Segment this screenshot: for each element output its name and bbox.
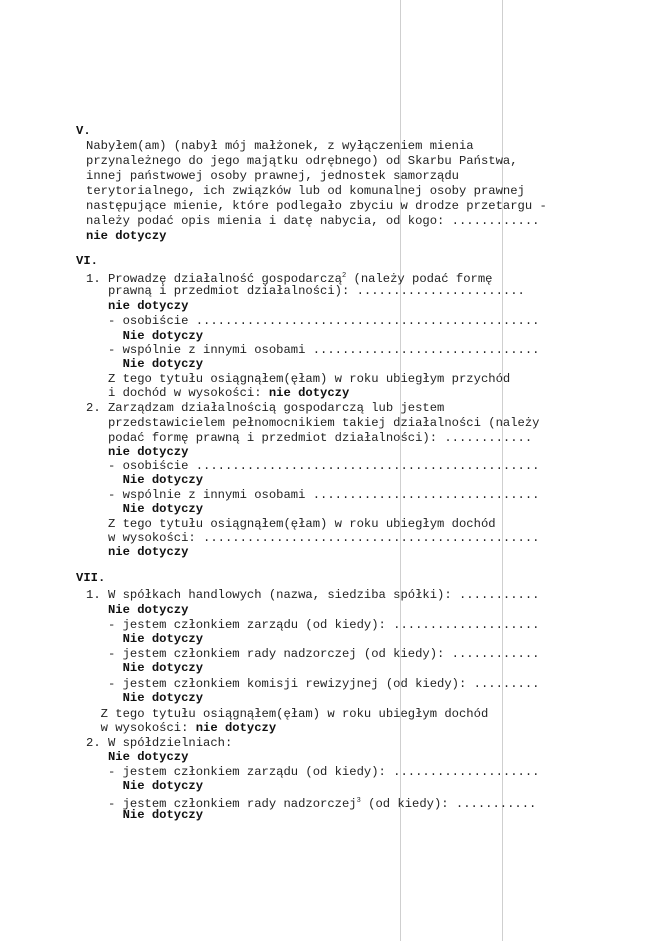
text-line (86, 721, 276, 735)
answer-text: nie dotyczy (86, 229, 167, 243)
label-text (86, 473, 123, 487)
label-text: należy podać opis mienia i datę nabycia, od kogo: ............ (86, 214, 540, 228)
label-text: (należy podać formę (346, 272, 493, 286)
text-line (86, 603, 188, 617)
text-line (86, 632, 203, 646)
answer-text: Nie dotyczy (122, 357, 204, 371)
text-line (86, 199, 547, 213)
label-text: - jestem członkiem rady nadzorczej (86, 797, 357, 811)
label-text: - wspólnie z innymi osobami ............................... (86, 343, 540, 357)
text-line (86, 329, 203, 343)
label-text: - jestem członkiem zarządu (od kiedy): .................... (86, 618, 540, 632)
label-text: - osobiście ............................................... (86, 459, 540, 473)
label-text: terytorialnego, ich związków lub od komunalnej osoby prawnej (86, 184, 525, 198)
text-line (86, 214, 539, 228)
text-line (86, 502, 203, 516)
answer-text: nie dotyczy (268, 386, 350, 400)
label-text: następujące mienie, które podlegało zbyciu w drodze przetargu - (86, 199, 547, 213)
label-text: prawną i przedmiot działalności): ....................... (86, 284, 525, 298)
answer-text: VII. (76, 571, 106, 585)
label-text: 1. W spółkach handlowych (nazwa, siedziba spółki): ........... (86, 588, 540, 602)
text-line (86, 677, 539, 691)
text-line (86, 169, 459, 183)
label-text (86, 661, 123, 675)
label-text: podać formę prawną i przedmiot działalności): ............ (86, 431, 533, 445)
section-heading (76, 254, 98, 268)
label-text: innej państwowej osoby prawnej, jednostek samorządu (86, 169, 459, 183)
answer-text: nie dotyczy (107, 445, 189, 459)
footnote-ref: 2 (341, 272, 347, 280)
text-line (86, 184, 525, 198)
label-text (86, 502, 123, 516)
answer-text: nie dotyczy (107, 299, 189, 313)
answer-text: Nie dotyczy (122, 502, 204, 516)
text-line (86, 661, 203, 675)
text-line (86, 386, 349, 400)
section-heading (76, 124, 91, 138)
answer-text: Nie dotyczy (122, 661, 204, 675)
label-text (86, 329, 123, 343)
answer-text: Nie dotyczy (122, 808, 204, 822)
answer-text: Nie dotyczy (122, 329, 204, 343)
text-line (86, 531, 539, 545)
answer-text: Nie dotyczy (107, 750, 189, 764)
label-text: w wysokości: .............................................. (86, 531, 540, 545)
text-line (86, 473, 203, 487)
label-text (86, 545, 108, 559)
footnote-ref: 3 (356, 797, 361, 805)
text-line (86, 691, 203, 705)
text-line (86, 750, 188, 764)
label-text: w wysokości: (86, 721, 196, 735)
text-line (86, 431, 532, 445)
text-line (86, 779, 203, 793)
label-text (86, 691, 123, 705)
answer-text: Nie dotyczy (122, 473, 204, 487)
answer-text: nie dotyczy (107, 545, 189, 559)
text-line (86, 459, 539, 473)
text-line (86, 808, 203, 822)
label-text: - osobiście ............................................... (86, 314, 540, 328)
label-text (86, 299, 108, 313)
text-line (86, 488, 539, 502)
answer-text: V. (76, 124, 91, 138)
text-line (86, 372, 510, 386)
label-text: - jestem członkiem komisji rewizyjnej (od kiedy): ......... (86, 677, 540, 691)
label-text: Z tego tytułu osiągnąłem(ęłam) w roku ubiegłym dochód (86, 517, 496, 531)
answer-text: VI. (76, 254, 98, 268)
label-text: - wspólnie z innymi osobami ............................... (86, 488, 540, 502)
label-text: 1. Prowadzę działalność gospodarczą (86, 272, 342, 286)
text-line (86, 588, 539, 602)
label-text (86, 632, 123, 646)
text-line (86, 647, 539, 661)
text-line (86, 401, 444, 415)
text-line (86, 517, 496, 531)
text-line (86, 765, 539, 779)
text-line (86, 299, 188, 313)
text-line (86, 343, 539, 357)
text-line (86, 139, 474, 153)
label-text (86, 357, 123, 371)
label-text (86, 750, 108, 764)
label-text: - jestem członkiem rady nadzorczej (od kiedy): ............ (86, 647, 540, 661)
answer-text: Nie dotyczy (122, 691, 204, 705)
text-line (86, 229, 166, 243)
label-text: Nabyłem(am) (nabył mój małżonek, z wyłączeniem mienia (86, 139, 474, 153)
label-text (86, 445, 108, 459)
label-text (86, 603, 108, 617)
label-text (86, 779, 123, 793)
label-text: - jestem członkiem zarządu (od kiedy): .................... (86, 765, 540, 779)
answer-text: Nie dotyczy (107, 603, 189, 617)
label-text: przedstawicielem pełnomocnikiem takiej działalności (należy (86, 416, 540, 430)
text-line (86, 154, 518, 168)
text-line (86, 736, 232, 750)
answer-text: Nie dotyczy (122, 632, 204, 646)
label-text: 2. W spółdzielniach: (86, 736, 233, 750)
label-text: przynależnego do jego majątku odrębnego) od Skarbu Państwa, (86, 154, 518, 168)
label-text (86, 808, 123, 822)
label-text: (od kiedy): ........... (360, 797, 537, 811)
text-line (86, 314, 539, 328)
label-text: 2. Zarządzam działalnością gospodarczą lub jestem (86, 401, 445, 415)
text-line (86, 707, 488, 721)
text-line (86, 416, 539, 430)
text-line (86, 357, 203, 371)
section-heading (76, 571, 105, 585)
text-line (86, 618, 539, 632)
label-text: Z tego tytułu osiągnąłem(ęłam) w roku ubiegłym przychód (86, 372, 511, 386)
answer-text: nie dotyczy (195, 721, 277, 735)
answer-text: Nie dotyczy (122, 779, 204, 793)
text-line (86, 445, 188, 459)
label-text: i dochód w wysokości: (86, 386, 269, 400)
text-line (86, 545, 188, 559)
label-text: Z tego tytułu osiągnąłem(ęłam) w roku ubiegłym dochód (86, 707, 489, 721)
text-line (86, 284, 525, 298)
